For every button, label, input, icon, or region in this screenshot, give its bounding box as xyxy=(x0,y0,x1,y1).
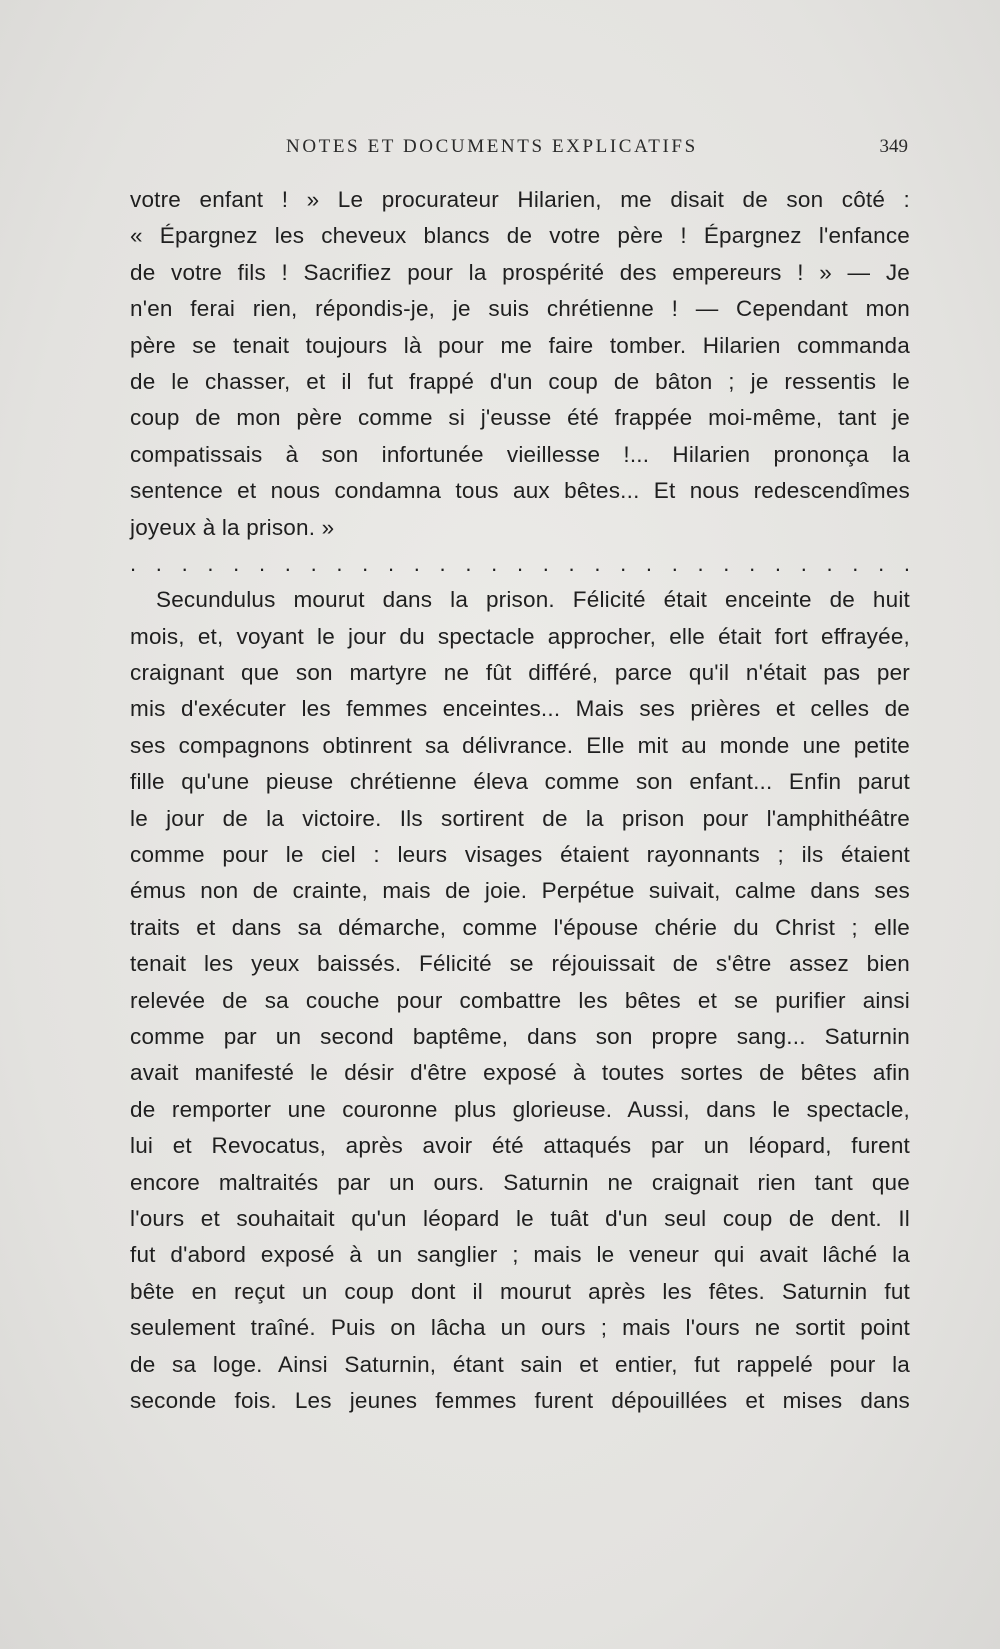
text-line: coup de mon père comme si j'eusse été frappée moi-même, tant je xyxy=(130,405,910,431)
text-line: fut d'abord exposé à un sanglier ; mais le veneur qui avait lâché la xyxy=(130,1242,910,1268)
text-line: votre enfant ! » Le procurateur Hilarien, me disait de son côté : xyxy=(130,187,910,212)
text-line: seulement traîné. Puis on lâcha un ours ; mais l'ours ne sortit point xyxy=(130,1315,910,1341)
text-line: bête en reçut un coup dont il mourut après les fêtes. Saturnin fut xyxy=(130,1278,910,1304)
text-line: avait manifesté le désir d'être exposé à toutes sortes de bêtes afin xyxy=(130,1060,910,1086)
paragraph-2 xyxy=(130,582,910,1419)
text-line: craignant que son martyre ne fût différé, parce qu'il n'était pas per xyxy=(130,660,910,686)
text-line: lui et Revocatus, après avoir été attaqués par un léopard, furent xyxy=(130,1133,910,1159)
text-line: comme pour le ciel : leurs visages étaient rayonnants ; ils étaient xyxy=(130,842,910,868)
page-number: 349 xyxy=(879,136,908,157)
text-line: tenait les yeux baissés. Félicité se réjouissait de s'être assez bien xyxy=(130,951,910,977)
text-line: de le chasser, et il fut frappé d'un coup de bâton ; je ressentis le xyxy=(130,368,910,394)
text-line: le jour de la victoire. Ils sortirent de la prison pour l'amphithéâtre xyxy=(130,805,910,831)
text-line: relevée de sa couche pour combattre les bêtes et se purifier ainsi xyxy=(130,987,910,1013)
text-line: seconde fois. Les jeunes femmes furent dépouillées et mises dans xyxy=(130,1387,910,1413)
ellipsis-separator: . . . . . . . . . . . . . . . . . . . . . . . . . . . . . . . xyxy=(130,550,910,576)
text-line: compatissais à son infortunée vieillesse !... Hilarien prononça la xyxy=(130,441,910,467)
text-line: fille qu'une pieuse chrétienne éleva comme son enfant... Enfin parut xyxy=(130,769,910,795)
text-line: ses compagnons obtinrent sa délivrance. Elle mit au monde une petite xyxy=(130,732,910,758)
text-line: Secundulus mourut dans la prison. Félicité était enceinte de huit xyxy=(156,587,910,613)
text-line: émus non de crainte, mais de joie. Perpétue suivait, calme dans ses xyxy=(130,878,910,904)
text-line: joyeux à la prison. » xyxy=(130,514,335,540)
text-line: mois, et, voyant le jour du spectacle approcher, elle était fort effrayée, xyxy=(130,623,910,649)
text-line: encore maltraités par un ours. Saturnin ne craignait rien tant que xyxy=(130,1169,910,1195)
running-title: NOTES ET DOCUMENTS EXPLICATIFS xyxy=(286,136,698,157)
text-line: traits et dans sa démarche, comme l'épouse chérie du Christ ; elle xyxy=(130,914,910,940)
page-header xyxy=(138,136,908,166)
text-line: de votre fils ! Sacrifiez pour la prospérité des empereurs ! » — Je xyxy=(130,259,910,285)
text-line: sentence et nous condamna tous aux bêtes... Et nous redescendîmes xyxy=(130,478,910,504)
text-line: père se tenait toujours là pour me faire tomber. Hilarien commanda xyxy=(130,332,910,358)
text-line: de remporter une couronne plus glorieuse. Aussi, dans le spectacle, xyxy=(130,1096,910,1122)
text-line: l'ours et souhaitait qu'un léopard le tuât d'un seul coup de dent. Il xyxy=(130,1205,910,1231)
text-line: mis d'exécuter les femmes enceintes... Mais ses prières et celles de xyxy=(130,696,910,722)
text-line: « Épargnez les cheveux blancs de votre père ! Épargnez l'enfance xyxy=(130,223,910,249)
paragraph-1 xyxy=(130,182,910,546)
text-line: comme par un second baptême, dans son propre sang... Saturnin xyxy=(130,1023,910,1049)
text-line: n'en ferai rien, répondis-je, je suis chrétienne ! — Cependant mon xyxy=(130,296,910,322)
main-text xyxy=(130,182,910,1419)
text-line: de sa loge. Ainsi Saturnin, étant sain et entier, fut rappelé pour la xyxy=(130,1351,910,1377)
